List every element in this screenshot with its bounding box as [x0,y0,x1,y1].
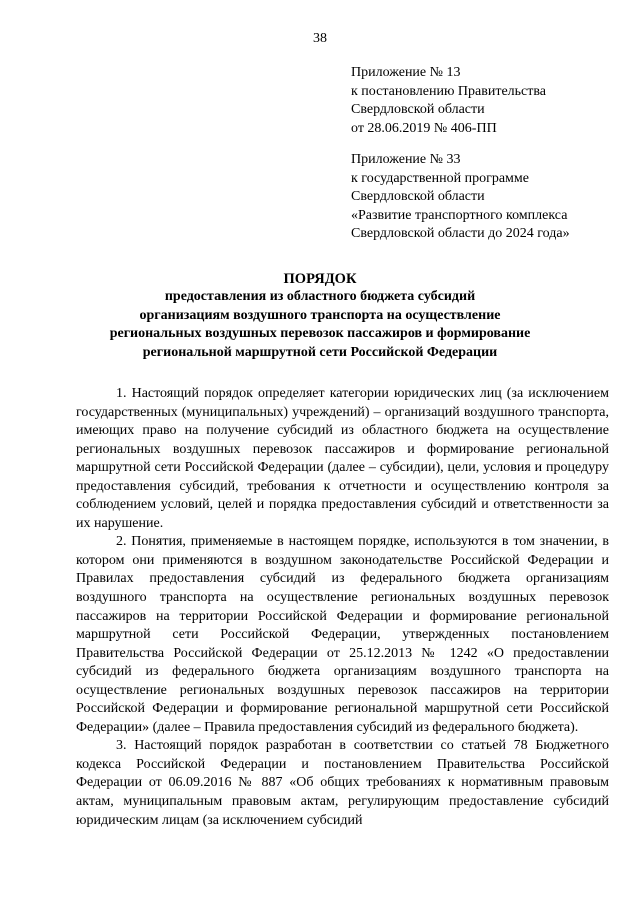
appendix-33-line: Приложение № 33 [351,152,461,167]
subtitle-line: региональной маршрутной сети Российской Федерации [142,344,498,360]
subtitle-line: предоставления из областного бюджета субсидий [164,289,476,304]
subtitle-line: региональных воздушных перевозок пассажиров и формирование [109,326,531,341]
appendix-13-block [351,64,621,138]
appendix-13-line: Свердловской области [351,102,485,117]
page-number: 38 [313,31,327,46]
appendix-33-line: Свердловской области [351,189,485,204]
appendix-33-line: к государственной программе [351,170,529,186]
appendix-13-line: от 28.06.2019 № 406-ПП [351,120,497,136]
document-subtitle [60,288,580,362]
appendix-13-line: к постановлению Правительства [351,83,547,99]
document-title: ПОРЯДОК [283,271,357,287]
appendix-33-line: «Развитие транспортного комплекса [351,207,568,223]
document-body [76,385,609,830]
subtitle-line: организациям воздушного транспорта на осуществление [139,307,501,323]
appendix-33-block [351,151,621,244]
paragraph-3: 3. Настоящий порядок разработан в соответствии со статьей 78 Бюджетного кодекса Российской Федерации и постановлением Правительства Российской Федерации от 06.09.2016 № 887 «Об общих требованиях к нормативным правовым актам, муниципальным правовым актам, регулирующим предоставление субсидий юридическим лицам (за исключением субсидий [76,738,609,828]
paragraph-1: 1. Настоящий порядок определяет категории юридических лиц (за исключением государственных (муниципальных) учреждений) – организаций воздушного транспорта, имеющих право на получение субсидий из областного бюджета на осуществление региональных воздушных перевозок пассажиров и формирование региональной маршрутной сети Российской Федерации (далее – субсидии), цели, условия и процедуру предоставления субсидий, требования к отчетности и осуществлению контроля за соблюдением условий, целей и порядка предоставления субсидий и ответственности за их нарушение. [76,386,609,531]
appendix-13-line: Приложение № 13 [351,65,461,80]
appendix-33-line: Свердловской области до 2024 года» [351,226,570,241]
paragraph-2: 2. Понятия, применяемые в настоящем порядке, используются в том значении, в котором они применяются в воздушном законодательстве Российской Федерации и Правилах предоставления субсидий из федерального бюджета организациям воздушного транспорта на осуществление региональных воздушных перевозок пассажиров на территории Российской Федерации и формирование региональной маршрутной сети Российской Федерации, утвержденных постановлением Правительства Российской Федерации от 25.12.2013 № 1242 «О предоставлении субсидий из федерального бюджета организациям воздушного транспорта на осуществление региональных воздушных перевозок пассажиров на территории Российской Федерации и формирование региональной маршрутной сети Российской Федерации» (далее – Правила предоставления субсидий из федерального бюджета). [76,534,609,735]
